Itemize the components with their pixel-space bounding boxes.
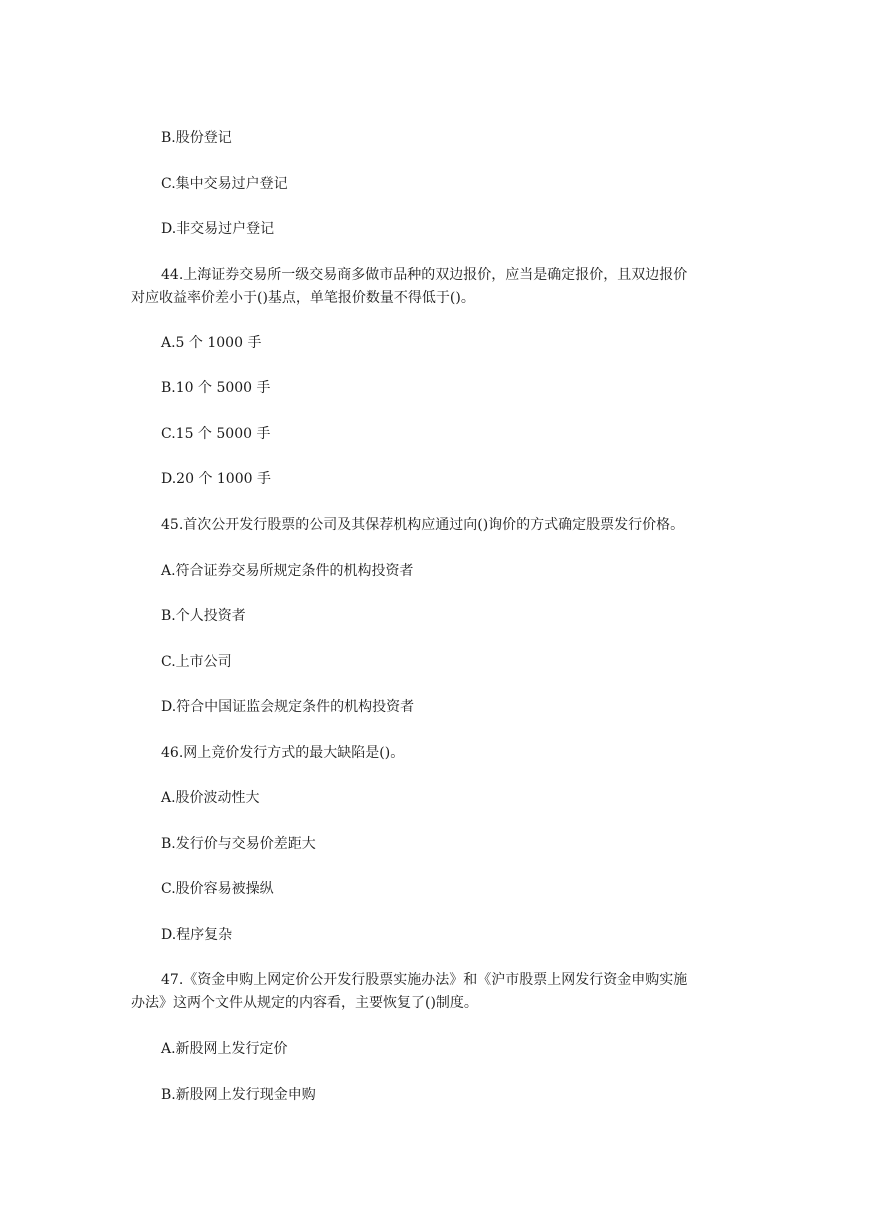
question-47-line-2: 办法》这两个文件从规定的内容看，主要恢复了()制度。 (131, 995, 478, 1011)
option-47-a: A.新股网上发行定价 (161, 1041, 288, 1057)
option-44-b: B.10 个 5000 手 (161, 380, 271, 396)
option-45-d: D.符合中国证监会规定条件的机构投资者 (161, 699, 415, 715)
option-47-b: B.新股网上发行现金申购 (161, 1087, 316, 1103)
option-43-b: B.股份登记 (161, 130, 232, 146)
option-46-b: B.发行价与交易价差距大 (161, 836, 316, 852)
question-44-line-1: 44.上海证券交易所一级交易商多做市品种的双边报价，应当是确定报价，且双边报价 (161, 267, 688, 283)
option-45-a: A.符合证券交易所规定条件的机构投资者 (161, 563, 414, 579)
option-46-c: C.股价容易被操纵 (161, 881, 274, 897)
option-44-d: D.20 个 1000 手 (161, 471, 271, 487)
question-47-line-1: 47.《资金申购上网定价公开发行股票实施办法》和《沪市股票上网发行资金申购实施 (161, 972, 688, 988)
option-45-b: B.个人投资者 (161, 608, 246, 624)
option-44-a: A.5 个 1000 手 (161, 335, 262, 351)
option-43-d: D.非交易过户登记 (161, 221, 275, 237)
option-46-a: A.股价波动性大 (161, 790, 260, 806)
option-46-d: D.程序复杂 (161, 927, 233, 943)
question-46: 46.网上竞价发行方式的最大缺陷是()。 (161, 745, 405, 761)
option-44-c: C.15 个 5000 手 (161, 426, 271, 442)
question-44-line-2: 对应收益率价差小于()基点，单笔报价数量不得低于()。 (131, 290, 475, 306)
question-45: 45.首次公开发行股票的公司及其保荐机构应通过向()询价的方式确定股票发行价格。 (161, 517, 685, 533)
option-45-c: C.上市公司 (161, 654, 232, 670)
option-43-c: C.集中交易过户登记 (161, 176, 288, 192)
